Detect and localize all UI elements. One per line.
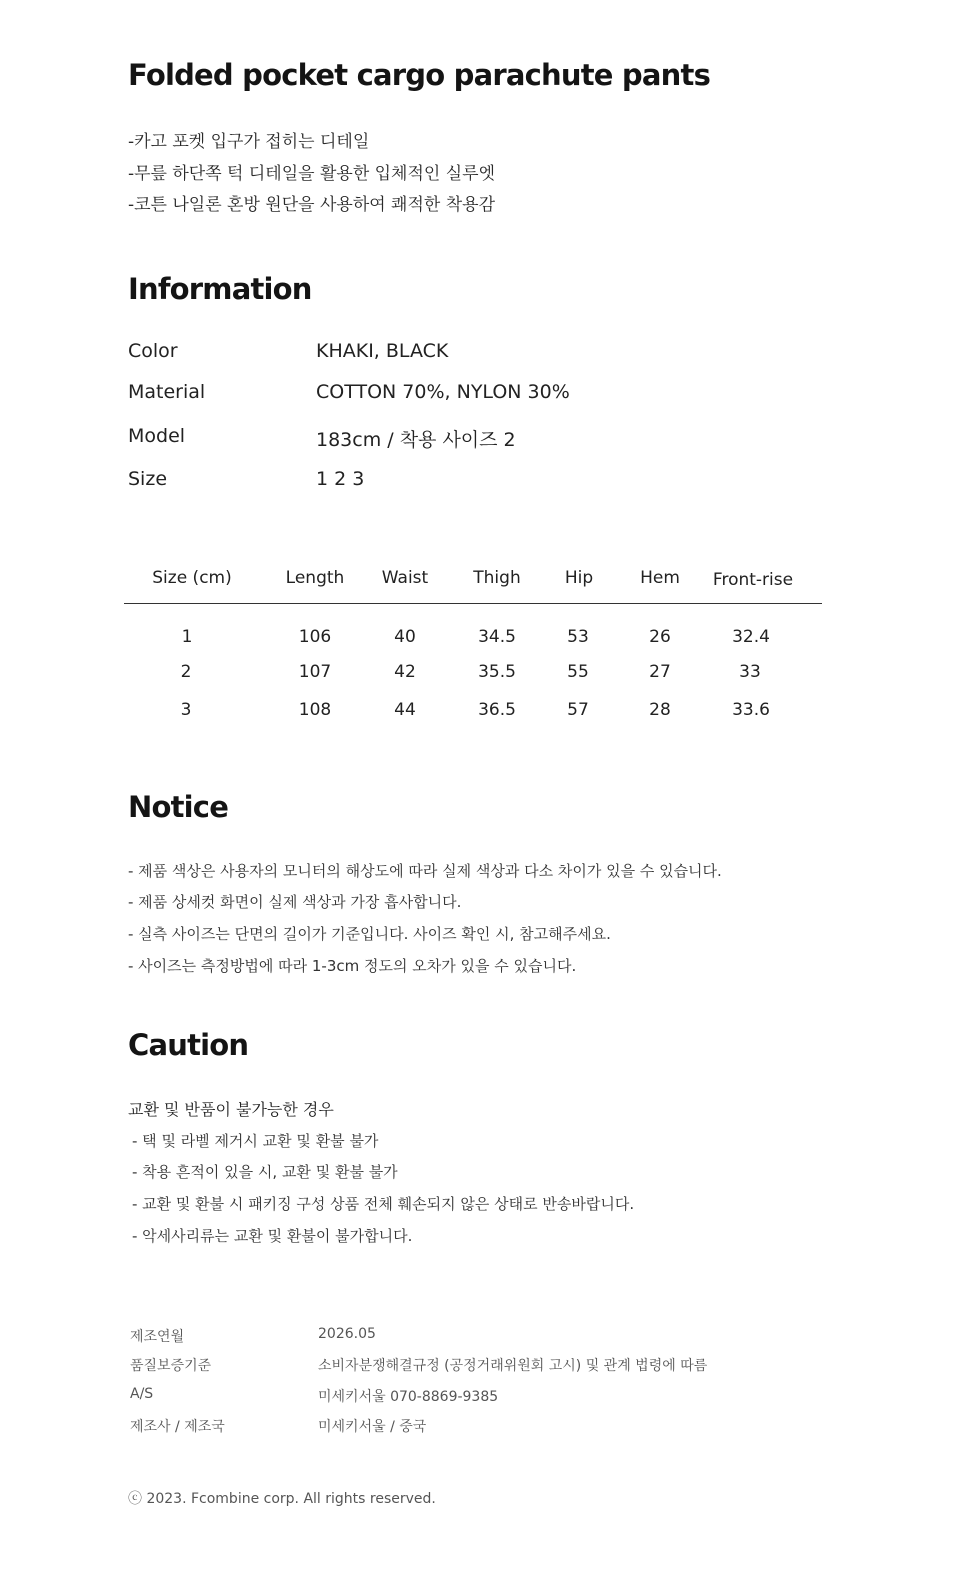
caution-item: - 착용 흔적이 있을 시, 교환 및 환불 불가 (132, 1163, 398, 1181)
table-header-hip: Hip (564, 568, 594, 588)
table-cell: 108 (298, 700, 332, 720)
table-cell: 40 (394, 627, 416, 647)
info-label-color: Color (128, 340, 178, 362)
description-line: -무릎 하단쪽 턱 디테일을 활용한 입체적인 실루엣 (128, 164, 495, 184)
notice-heading: Notice (128, 790, 229, 824)
meta-value-manufacturer: 미세키서울 / 중국 (318, 1419, 427, 1435)
notice-item: - 사이즈는 측정방법에 따라 1-3cm 정도의 오차가 있을 수 있습니다. (128, 957, 577, 975)
table-cell: 107 (298, 662, 332, 682)
table-cell: 28 (649, 700, 671, 720)
caution-item: - 교환 및 환불 시 패키징 구성 상품 전체 훼손되지 않은 상태로 반송바랍니다. (132, 1195, 635, 1213)
table-header-waist: Waist (381, 568, 429, 588)
info-label-material: Material (128, 381, 206, 403)
table-header-thigh: Thigh (473, 568, 521, 588)
table-cell: 34.5 (478, 627, 516, 647)
info-value-size: 1 2 3 (316, 468, 365, 490)
table-cell: 33.6 (732, 700, 770, 720)
meta-label-manufacture-date: 제조연월 (130, 1329, 185, 1345)
table-cell: 53 (567, 627, 589, 647)
table-cell: 2 (180, 662, 192, 682)
meta-value-quality-standard: 소비자분쟁해결규정 (공정거래위원회 고시) 및 관계 법령에 따름 (318, 1358, 708, 1374)
meta-label-quality-standard: 품질보증기준 (130, 1358, 212, 1374)
notice-item: - 제품 상세컷 화면이 실제 색상과 가장 흡사합니다. (128, 893, 462, 911)
table-cell: 33 (739, 662, 761, 682)
meta-value-as: 미세키서울 070-8869-9385 (318, 1389, 499, 1405)
description-line: -코튼 나일론 혼방 원단을 사용하여 쾌적한 착용감 (128, 195, 495, 215)
table-cell: 44 (394, 700, 416, 720)
table-cell: 26 (649, 627, 671, 647)
table-cell: 42 (394, 662, 416, 682)
notice-item: - 실측 사이즈는 단면의 길이가 기준입니다. 사이즈 확인 시, 참고해주세요. (128, 925, 611, 943)
table-cell: 35.5 (478, 662, 516, 682)
meta-label-as: A/S (130, 1386, 154, 1402)
table-cell: 55 (567, 662, 589, 682)
caution-item: - 택 및 라벨 제거시 교환 및 환불 불가 (132, 1132, 379, 1150)
information-heading: Information (128, 272, 312, 306)
notice-item: - 제품 색상은 사용자의 모니터의 해상도에 따라 실제 색상과 다소 차이가 있을 수 있습니다. (128, 862, 722, 880)
table-header-size: Size (cm) (152, 568, 232, 588)
meta-label-manufacturer: 제조사 / 제조국 (130, 1419, 225, 1435)
info-label-model: Model (128, 425, 186, 447)
info-value-model: 183cm / 착용 사이즈 2 (316, 429, 516, 451)
table-header-front-rise: Front-rise (712, 570, 794, 590)
info-value-color: KHAKI, BLACK (316, 340, 449, 362)
table-cell: 36.5 (478, 700, 516, 720)
table-cell: 1 (181, 627, 193, 647)
table-cell: 106 (298, 627, 332, 647)
caution-heading: Caution (128, 1028, 249, 1062)
table-divider (124, 603, 822, 604)
copyright-footer: ⓒ 2023. Fcombine corp. All rights reserved. (128, 1491, 436, 1507)
caution-item: - 악세사리류는 교환 및 환불이 불가합니다. (132, 1227, 413, 1245)
caution-subheading: 교환 및 반품이 불가능한 경우 (128, 1100, 334, 1119)
table-cell: 27 (649, 662, 671, 682)
description-line: -카고 포켓 입구가 접히는 디테일 (128, 132, 370, 152)
table-cell: 3 (180, 700, 192, 720)
meta-value-manufacture-date: 2026.05 (318, 1326, 376, 1342)
table-cell: 57 (567, 700, 589, 720)
table-header-hem: Hem (640, 568, 680, 588)
page-title: Folded pocket cargo parachute pants (128, 58, 711, 92)
info-label-size: Size (128, 468, 168, 490)
table-cell: 32.4 (732, 627, 770, 647)
table-header-length: Length (285, 568, 345, 588)
info-value-material: COTTON 70%, NYLON 30% (316, 381, 570, 403)
